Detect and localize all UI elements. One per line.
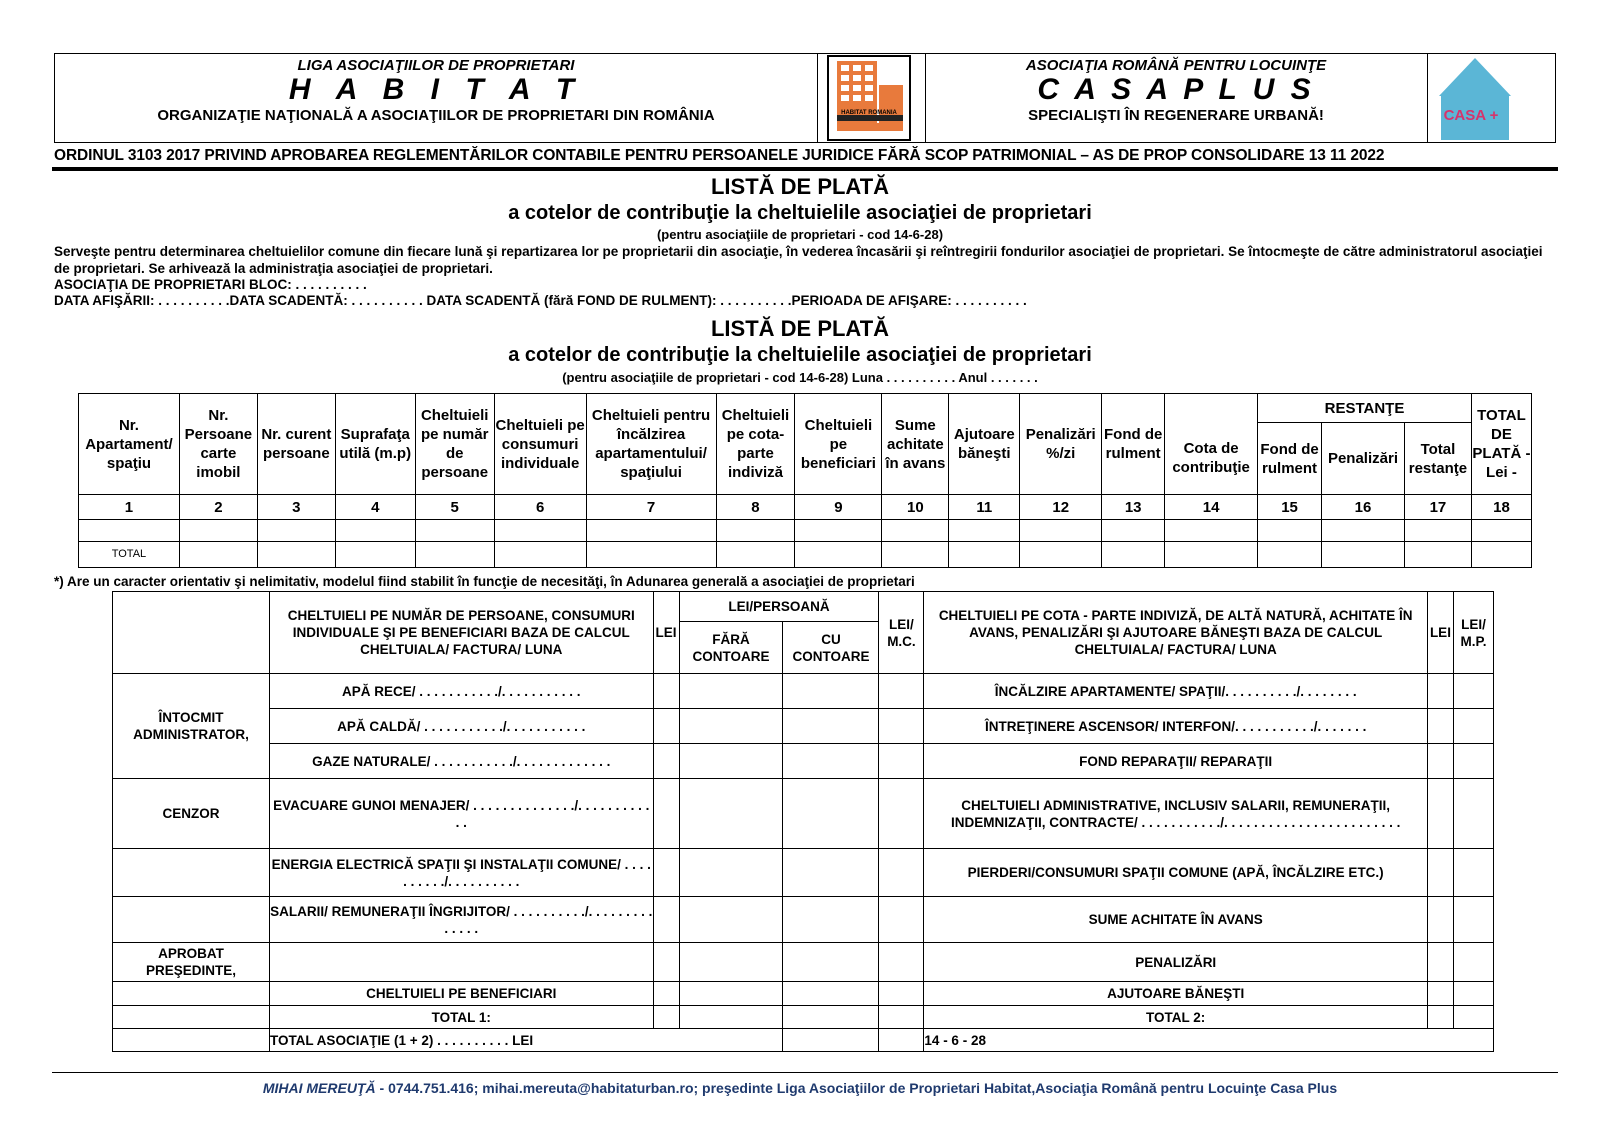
expense-row-right: PENALIZĂRI — [924, 943, 1428, 982]
casaplus-line1: ASOCIAŢIA ROMÂNĂ PENTRU LOCUINŢE — [1025, 57, 1327, 74]
letterhead — [54, 53, 1556, 143]
lei-mc-header: LEI/ M.C. — [879, 592, 924, 674]
expense-row-right: AJUTOARE BĂNEŞTI — [924, 982, 1428, 1006]
lei-persoana-header: LEI/PERSOANĂ — [679, 592, 879, 622]
habitat-logo — [823, 54, 931, 142]
col-number: 5 — [415, 495, 494, 520]
lei-col-right: LEI — [1427, 592, 1453, 674]
th-chelt-consumuri: Cheltuieli pe consumuri individuale — [494, 394, 586, 495]
th-persoane-carte: Nr. Persoane carte imobil — [179, 394, 257, 495]
th-restante-penalizari: Penalizări — [1322, 423, 1405, 495]
habitat-name: H A B I T A T — [288, 73, 584, 106]
col-number: 13 — [1102, 495, 1165, 520]
th-curent-persoane: Nr. curent persoane — [257, 394, 335, 495]
footer-divider — [52, 1072, 1558, 1073]
expense-row-right: FOND REPARAŢII/ REPARAŢII — [924, 744, 1428, 779]
expense-row-left: SALARII/ REMUNERAŢII ÎNGRIJITOR/ . . . . . . . . . ./. . . . . . . . . . . . . . — [269, 897, 653, 943]
expense-row-right: CHELTUIELI ADMINISTRATIVE, INCLUSIV SALARII, REMUNERAŢII, INDEMNIZAŢII, CONTRACTE/ . . . . . . . . . . ./. . . . . . . . . . . . . . . . . . . . . . . . — [924, 779, 1428, 849]
col-number: 9 — [795, 495, 882, 520]
th-fond-rulment: Fond de rulment — [1102, 394, 1165, 495]
th-chelt-incalzire: Cheltuieli pentru încălzirea apartamentului/ spaţiului — [586, 394, 716, 495]
expenses-table — [112, 591, 1494, 1052]
casaplus-block — [925, 54, 1427, 142]
total-label: TOTAL — [79, 542, 180, 568]
col-number: 7 — [586, 495, 716, 520]
expense-row-left: EVACUARE GUNOI MENAJER/ . . . . . . . . . . . . . ./. . . . . . . . . . . . — [269, 779, 653, 849]
doc-code: (pentru asociaţiile de proprietari - cod 14-6-28) — [656, 227, 944, 242]
signer-intocmit: ÎNTOCMIT ADMINISTRATOR, — [113, 674, 270, 779]
footer — [0, 1080, 1600, 1096]
cu-contoare-header: CU CONTOARE — [783, 622, 879, 674]
col-number: 17 — [1404, 495, 1471, 520]
left-header: CHELTUIELI PE NUMĂR DE PERSOANE, CONSUMURI INDIVIDUALE ŞI PE BENEFICIARI BAZA DE CALCUL CHELTUIALA/ FACTURA/ LUNA — [269, 592, 653, 674]
legal-reference: ORDINUL 3103 2017 PRIVIND APROBAREA REGLEMENTĂRILOR CONTABILE PENTRU PERSOANELE JURIDICE FĂRĂ SCOP PATRIMONIAL – AS DE PROP CONSOLIDARE 13 11 2022 — [54, 147, 1385, 164]
fara-contoare-header: FĂRĂ CONTOARE — [679, 622, 783, 674]
th-penalizari: Penalizări %/zi — [1020, 394, 1102, 495]
habitat-line3: ORGANIZAŢIE NAŢIONALĂ A ASOCIAŢIILOR DE PROPRIETARI DIN ROMÂNIA — [157, 107, 715, 124]
dates-line: DATA AFIŞĂRII: . . . . . . . . . .DATA SCADENTĂ: . . . . . . . . . . DATA SCADENTĂ (fără FOND DE RULMENT): . . . . . . . . . .PERIOADA DE AFIŞARE: . . . . . . . . . . — [54, 293, 1027, 308]
footer-name: MIHAI MEREUŢĂ — [262, 1080, 376, 1096]
expense-row-right: ÎNCĂLZIRE APARTAMENTE/ SPAŢII/. . . . . . . . . ./. . . . . . . . — [924, 674, 1428, 709]
doc-title-2: LISTĂ DE PLATĂ — [710, 316, 890, 341]
col-number: 8 — [716, 495, 795, 520]
expense-row-left: APĂ CALDĂ/ . . . . . . . . . . ./. . . . . . . . . . . — [269, 709, 653, 744]
th-cota-contributie: Cota de contribuţie — [1165, 423, 1258, 495]
col-number: 1 — [79, 495, 180, 520]
doc-title: LISTĂ DE PLATĂ — [710, 174, 890, 199]
casaplus-house-icon — [1435, 56, 1515, 142]
expense-row-left: ENERGIA ELECTRICĂ SPAŢII ŞI INSTALAŢII COMUNE/ . . . . . . . . . ./. . . . . . . . . . — [269, 849, 653, 897]
expense-row-right: ÎNTREŢINERE ASCENSOR/ INTERFON/. . . . . . . . . . ./. . . . . . . — [924, 709, 1428, 744]
expense-row-left: APĂ RECE/ . . . . . . . . . . ./. . . . . . . . . . . — [269, 674, 653, 709]
expense-row-right: SUME ACHITATE ÎN AVANS — [924, 897, 1428, 943]
doc-subtitle: a cotelor de contribuţie la cheltuielile asociaţiei de proprietari — [508, 202, 1092, 224]
col-number: 14 — [1165, 495, 1258, 520]
casaplus-line3: SPECIALIŞTI ÎN REGENERARE URBANĂ! — [1028, 107, 1324, 124]
col-number: 15 — [1258, 495, 1322, 520]
habitat-block — [55, 54, 817, 142]
lei-col-left: LEI — [653, 592, 679, 674]
th-chelt-beneficiari: Cheltuieli pe beneficiari — [795, 394, 882, 495]
payment-list-table — [78, 393, 1532, 568]
doc-subtitle-2: a cotelor de contribuţie la cheltuielile asociaţiei de proprietari — [508, 344, 1092, 366]
th-chelt-persoane: Cheltuieli pe număr de persoane — [415, 394, 494, 495]
expense-row-left — [269, 943, 653, 982]
total2-label: TOTAL 2: — [924, 1006, 1428, 1029]
table-row — [79, 520, 1532, 542]
th-total-restante: Total restanţe — [1404, 423, 1471, 495]
signer-aprobat: APROBAT PREŞEDINTE, — [113, 943, 270, 982]
footnote: *) Are un caracter orientativ şi nelimitativ, modelul fiind stabilit în funcţie de necesităţi, în Adunarea generală a asociaţiei de proprietari — [54, 574, 915, 589]
th-restante: RESTANŢE — [1258, 394, 1472, 423]
col-number: 10 — [882, 495, 949, 520]
col-number: 4 — [335, 495, 415, 520]
signer-cenzor: CENZOR — [113, 779, 270, 849]
th-total-plata: TOTAL DE PLATĂ - Lei - — [1471, 394, 1531, 495]
th-chelt-cota-parte: Cheltuieli pe cota-parte indiviză — [716, 394, 795, 495]
column-number-row — [79, 495, 1532, 520]
header-divider — [52, 167, 1558, 171]
th-suprafata: Suprafaţa utilă (m.p) — [335, 394, 415, 495]
col-number: 3 — [257, 495, 335, 520]
total-row — [79, 542, 1532, 568]
th-sume-avans: Sume achitate în avans — [882, 394, 949, 495]
casaplus-name: C A S A P L U S — [1037, 73, 1315, 106]
right-header: CHELTUIELI PE COTA - PARTE INDIVIZĂ, DE ALTĂ NATURĂ, ACHITATE ÎN AVANS, PENALIZĂRI ŞI AJUTOARE BĂNEŞTI BAZA DE CALCUL CHELTUIALA/ FACTURA/ LUNA — [924, 592, 1428, 674]
doc-code-2: (pentru asociaţiile de proprietari - cod 14-6-28) Luna . . . . . . . . . . Anul . . . . . . . — [562, 370, 1038, 385]
bloc-line: ASOCIAŢIA DE PROPRIETARI BLOC: . . . . . . . . . . — [54, 277, 367, 292]
th-ajutoare: Ajutoare băneşti — [949, 394, 1020, 495]
casaplus-logo-label: CASA + — [1443, 107, 1499, 124]
habitat-logo-label: HABITAT ROMANIA — [841, 110, 897, 116]
th-apartament: Nr. Apartament/ spaţiu — [79, 394, 180, 495]
expense-row-left: CHELTUIELI PE BENEFICIARI — [269, 982, 653, 1006]
th-restante-fond-rulment: Fond de rulment — [1258, 423, 1322, 495]
footer-contact: - 0744.751.416; mihai.mereuta@habitaturban.ro; preşedinte Liga Asociaţiilor de Proprietari Habitat,Asociaţia Română pentru Locuinţe Casa Plus — [375, 1080, 1338, 1096]
col-number: 6 — [494, 495, 586, 520]
lei-mp-header: LEI/ M.P. — [1453, 592, 1493, 674]
form-code: 14 - 6 - 28 — [924, 1029, 1494, 1052]
col-number: 2 — [179, 495, 257, 520]
casaplus-logo — [1429, 54, 1555, 142]
col-number: 11 — [949, 495, 1020, 520]
total1-label: TOTAL 1: — [269, 1006, 653, 1029]
habitat-line1: LIGA ASOCIAŢIILOR DE PROPRIETARI — [297, 57, 575, 74]
col-number: 18 — [1471, 495, 1531, 520]
habitat-building-icon — [827, 55, 911, 141]
doc-description: Serveşte pentru determinarea cheltuielilor comune din fiecare lună şi repartizarea lor pe proprietarii din asociaţie, în vederea încasării şi reîntregirii fondurilor asociaţiei de proprietari. Se întocmeşte de către administratorul asociaţiei de proprietari. Se arhivează la administraţia asociaţiei de proprietari. — [54, 244, 1543, 276]
expense-row-right: PIERDERI/CONSUMURI SPAŢII COMUNE (APĂ, ÎNCĂLZIRE ETC.) — [924, 849, 1428, 897]
col-number: 16 — [1322, 495, 1405, 520]
col-number: 12 — [1020, 495, 1102, 520]
expense-row-left: GAZE NATURALE/ . . . . . . . . . . ./. . . . . . . . . . . . . — [269, 744, 653, 779]
total-asociatie: TOTAL ASOCIAŢIE (1 + 2) . . . . . . . . . . LEI — [269, 1029, 783, 1052]
